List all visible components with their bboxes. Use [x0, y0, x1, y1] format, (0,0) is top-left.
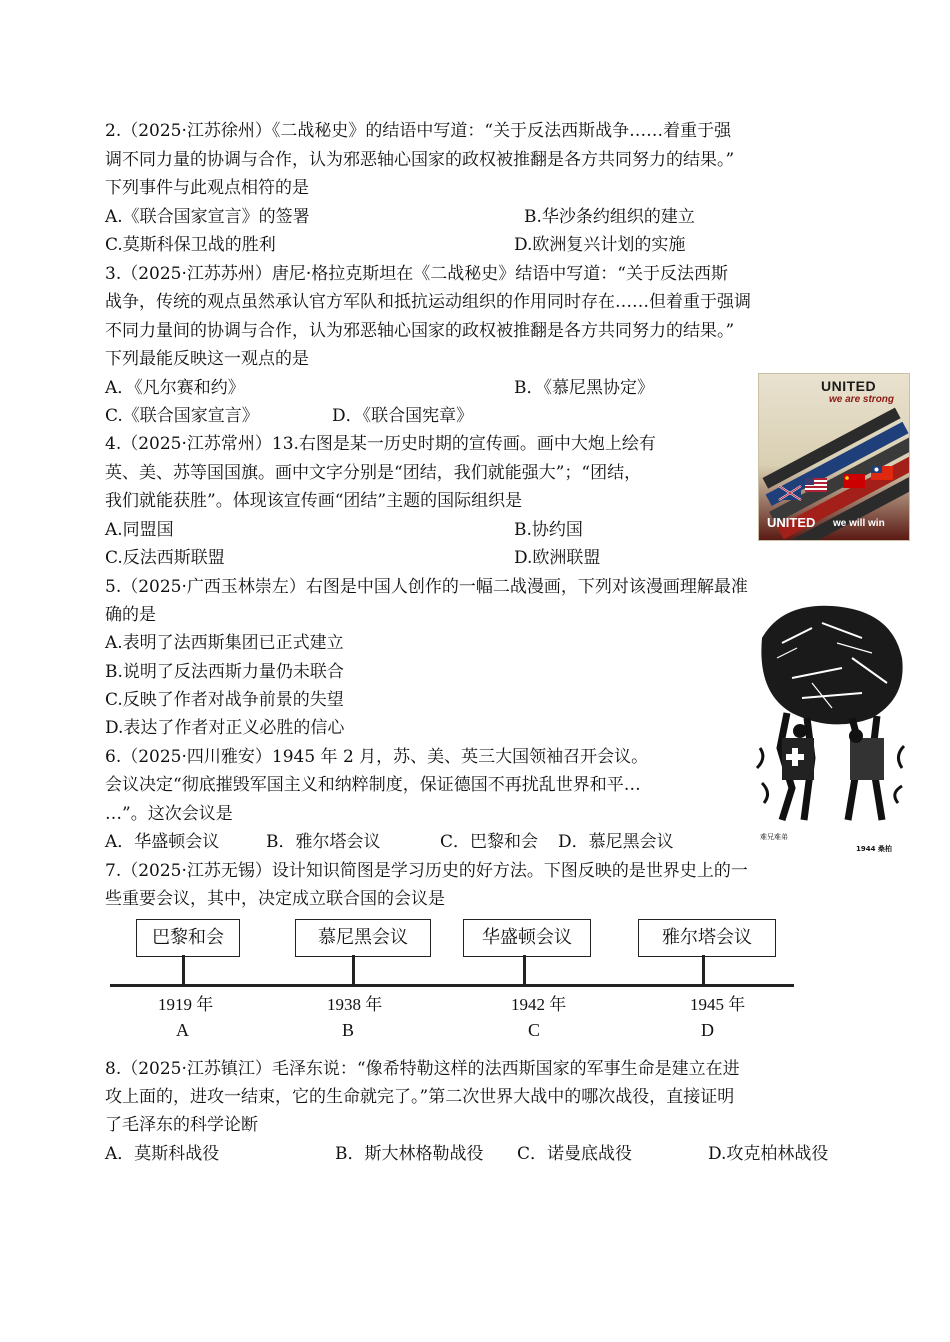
q8-stem-line-1: 8.（2025·江苏镇江）毛泽东说：“像希特勒这样的法西斯国家的军事生命是建立在进	[105, 1059, 740, 1079]
poster-bottom-subtitle: we will win	[833, 518, 885, 529]
timeline-event-box-c: 华盛顿会议	[463, 919, 591, 957]
timeline-option-a[interactable]: A	[176, 1020, 189, 1040]
q8-option-b[interactable]: B．斯大林格勒战役	[335, 1144, 484, 1164]
q2-stem-line-2: 调不同力量的协调与合作，认为邪恶轴心国家的政权被推翻是各方共同努力的结果。”	[105, 150, 735, 170]
q3-option-c[interactable]: C.《联合国家宣言》	[105, 406, 259, 426]
q7-stem-line-1: 7.（2025·江苏无锡）设计知识简图是学习历史的好方法。下图反映的是世界史上的一	[105, 861, 748, 881]
q6-option-b[interactable]: B．雅尔塔会议	[266, 832, 381, 852]
q5-option-d[interactable]: D.表达了作者对正义必胜的信心	[105, 718, 345, 738]
ww2-cartoon-image	[752, 598, 912, 856]
timeline-year-b: 1938 年	[327, 995, 383, 1014]
poster-top-title: UNITED	[821, 378, 877, 394]
q2-option-b[interactable]: B.华沙条约组织的建立	[524, 207, 695, 227]
q2-stem-line-1: 2.（2025·江苏徐州）《二战秘史》的结语中写道：“关于反法西斯战争……着重于强	[105, 121, 732, 141]
timeline-event-box-a: 巴黎和会	[136, 919, 240, 957]
q5-stem-line-2: 确的是	[105, 605, 156, 625]
q4-stem-line-3: 我们就能获胜”。体现该宣传画“团结”主题的国际组织是	[105, 491, 523, 511]
q8-stem-line-3: 了毛泽东的科学论断	[105, 1115, 258, 1135]
timeline-option-c[interactable]: C	[528, 1020, 541, 1040]
q5-option-a[interactable]: A.表明了法西斯集团已正式建立	[105, 633, 344, 653]
timeline-event-box-b: 慕尼黑会议	[295, 919, 431, 957]
q3-stem-line-3: 不同力量间的协调与合作，认为邪恶轴心国家的政权被推翻是各方共同努力的结果。”	[105, 321, 735, 341]
timeline-year-d: 1945 年	[690, 995, 746, 1014]
q3-stem-line-2: 战争，传统的观点虽然承认官方军队和抵抗运动组织的作用同时存在……但着重于强调	[105, 292, 751, 312]
timeline-tick-a	[182, 955, 185, 986]
q3-option-d[interactable]: D．《联合国宪章》	[332, 406, 474, 426]
timeline-year-a: 1919 年	[158, 995, 214, 1014]
cartoon-caption-right: 1944 桑柏	[856, 845, 892, 853]
q8-option-c[interactable]: C．诺曼底战役	[517, 1144, 633, 1164]
timeline-option-d[interactable]: D	[701, 1020, 714, 1040]
timeline-option-b[interactable]: B	[342, 1020, 355, 1040]
q2-option-d[interactable]: D.欧洲复兴计划的实施	[514, 235, 686, 255]
timeline-year-c: 1942 年	[511, 995, 567, 1014]
q4-option-c[interactable]: C.反法西斯联盟	[105, 548, 225, 568]
q6-stem-line-2: 会议决定“彻底摧毁军国主义和纳粹制度，保证德国不再扰乱世界和平…	[105, 775, 641, 795]
q8-option-d[interactable]: D.攻克柏林战役	[708, 1144, 829, 1164]
q4-option-b[interactable]: B.协约国	[514, 520, 583, 540]
poster-bottom-title: UNITED	[767, 515, 816, 530]
timeline-axis	[110, 984, 794, 987]
timeline-tick-b	[352, 955, 355, 986]
united-poster-image	[758, 373, 910, 541]
cartoon-caption-left: 难兄难弟	[760, 833, 788, 841]
poster-top-subtitle: we are strong	[829, 394, 895, 405]
timeline-tick-d	[702, 955, 705, 986]
woodcut-cartoon-graphic	[752, 598, 912, 828]
q4-option-d[interactable]: D.欧洲联盟	[514, 548, 601, 568]
q2-option-c[interactable]: C.莫斯科保卫战的胜利	[105, 235, 276, 255]
q4-stem-line-2: 英、美、苏等国国旗。画中文字分别是“团结，我们就能强大”；“团结，	[105, 463, 642, 483]
q4-stem-line-1: 4.（2025·江苏常州）13.右图是某一历史时期的宣传画。画中大炮上绘有	[105, 434, 656, 454]
q6-stem-line-3: …”。这次会议是	[105, 804, 233, 824]
q5-option-c[interactable]: C.反映了作者对战争前景的失望	[105, 690, 344, 710]
q6-option-c[interactable]: C．巴黎和会	[440, 832, 539, 852]
flag-ussr-icon	[843, 474, 865, 488]
q8-stem-line-2: 攻上面的，进攻一结束，它的生命就完了。”第二次世界大战中的哪次战役，直接证明	[105, 1087, 735, 1107]
q3-option-a[interactable]: A．《凡尔赛和约》	[105, 378, 245, 398]
q5-stem-line-1: 5.（2025·广西玉林崇左）右图是中国人创作的一幅二战漫画，下列对该漫画理解最准	[105, 577, 748, 597]
q3-stem-line-1: 3.（2025·江苏苏州）唐尼·格拉克斯坦在《二战秘史》结语中写道：“关于反法西斯	[105, 264, 728, 284]
q5-option-b[interactable]: B.说明了反法西斯力量仍未联合	[105, 662, 344, 682]
q2-stem-line-3: 下列事件与此观点相符的是	[105, 178, 309, 198]
q7-stem-line-2: 些重要会议，其中，决定成立联合国的会议是	[105, 889, 445, 909]
timeline-event-box-d: 雅尔塔会议	[638, 919, 776, 957]
q6-option-a[interactable]: A．华盛顿会议	[105, 832, 220, 852]
q6-option-d[interactable]: D．慕尼黑会议	[558, 832, 674, 852]
q6-stem-line-1: 6.（2025·四川雅安）1945 年 2 月，苏、美、英三大国领袖召开会议。	[105, 747, 649, 767]
q2-option-a[interactable]: A.《联合国家宣言》的签署	[105, 207, 310, 227]
q3-option-b[interactable]: B．《慕尼黑协定》	[514, 378, 654, 398]
q8-option-a[interactable]: A．莫斯科战役	[105, 1144, 220, 1164]
timeline-tick-c	[523, 955, 526, 986]
q3-stem-line-4: 下列最能反映这一观点的是	[105, 349, 309, 369]
q4-option-a[interactable]: A.同盟国	[105, 520, 174, 540]
